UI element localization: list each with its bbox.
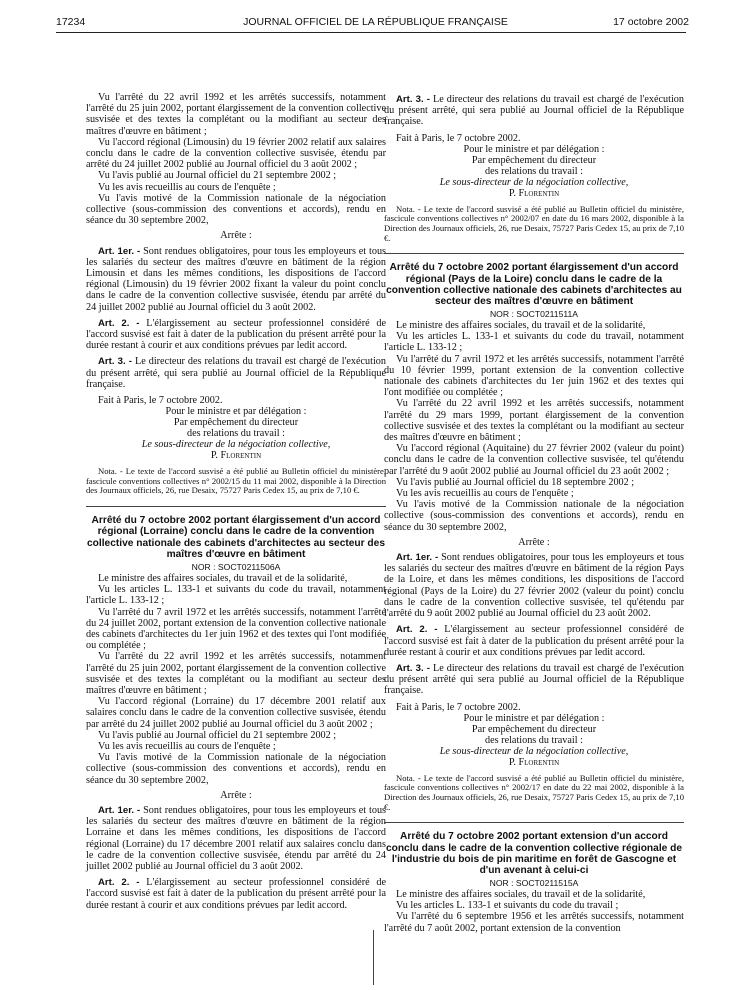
signatory-name: P. Florentin [210,450,262,462]
paragraph: Vu les avis recueillis au cours de l'enquête ; [396,488,574,500]
paragraph: Vu les avis recueillis au cours de l'enquête ; [98,740,276,752]
fait-line: Fait à Paris, le 7 octobre 2002. [396,701,521,713]
article [86,318,386,352]
signature-line: des relations du travail : [485,165,583,177]
paragraph: Le ministre des affaires sociales, du travail et de la solidarité, [98,572,348,584]
nota: Nota. - Le texte de l'accord susvisé a été publié au Bulletin officiel du ministère, fascicule conventions collectives n° 2002/07 en date du 16 mars 2002, disponible à la Direction des Journaux officiels, 26, rue Desaix, 75727 Paris Cedex 15, au prix de 7,10 €. [384,203,684,243]
article [384,552,684,619]
paragraph: Vu l'arrêté du 22 avril 1992 et les arrêtés successifs, notamment l'arrêté du 29 mars 1999, portant élargissement de la convention collective susvisée et des textes la complétant ou la modifiant au secteur des maîtres d'œuvre en bâtiment ; [384,398,684,444]
paragraph: Vu l'avis motivé de la Commission nationale de la négociation collective (sous-commission des conventions et accords), rendu en séance du 30 septembre 2002, [384,499,684,533]
right-column [384,94,684,934]
paragraph: Vu l'accord régional (Limousin) du 19 février 2002 relatif aux salaires conclu dans le cadre de la convention collective susvisée, étendu par arrêté du 24 juillet 2002 publié au Journal officiel du 3 août 2002 ; [86,136,386,171]
paragraph: Vu l'accord régional (Lorraine) du 17 décembre 2001 relatif aux salaires conclu dans le cadre de la convention collective susvisée, étendu par arrêté du 24 juillet 2002 publié au Journal officiel du 3 août 2002 ; [86,696,386,730]
signature-line: Pour le ministre et par délégation : [463,712,605,724]
paragraph: Vu l'arrêté du 6 septembre 1956 et les arrêtés successifs, notamment l'arrêté du 7 août 2002, portant extension de la convention [384,911,684,934]
nor-reference: NOR : SOCT0211511A [489,308,579,319]
article-text: Le directeur des relations du travail est chargé de l'exécution du présent arrêté, qui sera publié au Journal officiel de la République française. [384,94,684,128]
signature-line: Le sous-directeur de la négociation collective, [439,176,629,188]
paragraph: Vu les avis recueillis au cours de l'enquête ; [98,181,276,193]
decree-title: Arrêté du 7 octobre 2002 portant extension d'un accord conclu dans le cadre de la convention collective régionale de l'industrie du bois de pin maritime en forêt de Gascogne et d'un avenant à celui-ci [384,822,684,877]
article-label: Art. 3. - [98,356,132,368]
signature-line: Pour le ministre et par délégation : [463,143,605,155]
article-label: Art. 3. - [396,94,430,105]
article [86,246,386,313]
paragraph: Vu l'arrêté du 7 avril 1972 et les arrêtés successifs, notamment l'arrêté du 10 février 1999, portant extension de la convention collective nationale des cabinets d'architectes du 1er juin 1962 et des textes qui l'ont modifiée ou complétée ; [384,353,684,399]
paragraph: Le ministre des affaires sociales, du travail et de la solidarité, [396,320,646,332]
fait-line: Fait à Paris, le 7 octobre 2002. [98,395,223,407]
paragraph: Vu l'avis publié au Journal officiel du 18 septembre 2002 ; [396,476,635,488]
nota: Nota. - Le texte de l'accord susvisé a été publié au Bulletin officiel du ministère, fascicule conventions collectives n° 2002/17 en date du 22 mai 2002, disponible à la Direction des Journaux officiels, 26, rue Desaix, 75727 Paris Cedex 15, au prix de 7,10 €. [384,772,684,812]
signature-line: Pour le ministre et par délégation : [165,406,307,418]
article-label: Art. 1er. - [98,245,141,257]
signature-line: Par empêchement du directeur [471,723,597,735]
paragraph: Le ministre des affaires sociales, du travail et de la solidarité, [396,888,646,900]
paragraph: Vu l'arrêté du 7 avril 1972 et les arrêtés successifs, notamment l'arrêté du 24 juillet 2002, portant extension de la convention collective nationale des cabinets d'architectes du 1er juin 1962 et des textes qui l'ont modifiée ou complétée ; [86,606,386,652]
left-column [86,92,386,911]
signature-line: des relations du travail : [485,734,583,746]
paragraph: Vu l'avis motivé de la Commission nationale de la négociation collective (sous-commission des conventions et accords), rendu en séance du 30 septembre 2002, [86,192,386,227]
article [86,356,386,390]
arrete-heading: Arrête : [220,789,252,801]
page-number: 17234 [56,16,86,28]
nor-reference: NOR : SOCT0211515A [489,877,579,888]
paragraph: Vu l'avis motivé de la Commission nationale de la négociation collective (sous-commission des conventions et accords), rendu en séance du 30 septembre 2002, [86,752,386,786]
article-label: Art. 1er. - [98,804,141,816]
arrete-heading: Arrête : [518,536,550,548]
paragraph: Vu les articles L. 133-1 et suivants du code du travail, notamment l'article L. 133-12 ; [86,584,386,607]
signature-line: Par empêchement du directeur [173,417,299,429]
article [384,624,684,658]
article-label: Art. 2. - [396,624,438,636]
paragraph: Vu les articles L. 133-1 et suivants du code du travail ; [396,900,619,912]
arrete-heading: Arrête : [220,230,252,242]
signature-line: Par empêchement du directeur [471,154,597,166]
article-text: L'élargissement au secteur professionnel considéré de l'accord susvisé est fait à dater de la publication du présent arrêté pour la durée restant à courir et aux conditions prévues par ledit accord. [86,877,387,911]
signature-line: Le sous-directeur de la négociation collective, [439,745,629,757]
header-rule [56,32,686,33]
paragraph: Vu l'arrêté du 22 avril 1992 et les arrêtés successifs, notamment l'arrêté du 25 juin 2002, portant élargissement de la convention collective susvisée et des textes la complétant ou la modifiant au secteur des maîtres d'œuvre en bâtiment ; [86,651,386,696]
journal-title: JOURNAL OFFICIEL DE LA RÉPUBLIQUE FRANÇAISE [243,16,508,28]
issue-date: 17 octobre 2002 [613,16,689,28]
paragraph: Vu l'arrêté du 22 avril 1992 et les arrêtés successifs, notamment l'arrêté du 25 juin 2002, portant élargissement de la convention collective susvisée et des textes la complétant ou la modifiant au secteur des maîtres d'œuvre en bâtiment ; [86,92,386,137]
decree-title: Arrêté du 7 octobre 2002 portant élargissement d'un accord régional (Lorraine) conclu dans le cadre de la convention collective nationale des cabinets d'architectes au secteur des maîtres d'œuvre en bâtiment [86,506,386,561]
signature-line: Le sous-directeur de la négociation collective, [141,439,331,451]
article-text: Le directeur des relations du travail est chargé de l'exécution du présent arrêté, qui sera publié au Journal officiel de la République française. [86,356,386,390]
nota: Nota. - Le texte de l'accord susvisé a été publié au Bulletin officiel du ministère, fascicule conventions collectives n° 2002/15 du 11 mai 2002, disponible à la Direction des Journaux officiels, 26, rue Desaix, 75727 Paris Cedex 15, au prix de 7,10 €. [86,466,386,496]
paragraph: Vu l'accord régional (Aquitaine) du 27 février 2002 (valeur du point) conclu dans le cadre de la convention collective susvisée, tel qu'étendu par l'arrêté du 9 août 2002 publié au Journal officiel du 23 août 2002 ; [384,443,684,477]
article-text: Sont rendues obligatoires, pour tous les employeurs et tous les salariés du secteur des maîtres d'œuvre en bâtiment de la région Lorraine et dans les mêmes conditions, les dispositions de l'accord régional (Lorraine) du 17 décembre 2001 relatif aux salaires conclu dans le cadre de la convention collective susvisée, étendu par arrêté du 24 juillet 2002 publié au Journal officiel du 3 août 2002. [86,804,386,872]
paragraph: Vu les articles L. 133-1 et suivants du code du travail, notamment l'article L. 133-12 ; [384,331,684,354]
article [86,805,386,872]
article [86,877,386,911]
article [384,663,684,697]
article-label: Art. 2. - [98,317,140,329]
article-label: Art. 2. - [98,877,140,889]
article-text: L'élargissement au secteur professionnel considéré de l'accord susvisé est fait à dater de la publication du présent arrêté pour la durée restant à courir et aux conditions prévues par ledit accord. [86,317,387,352]
article [384,94,684,128]
article-text: Sont rendues obligatoires, pour tous les employeurs et tous les salariés du secteur des maîtres d'œuvre en bâtiment de la région Limousin et dans les mêmes conditions, les dispositions de l'accord régional (Limousin) du 19 février 2002 fixant la valeur du point conclu dans le cadre de la convention collective susvisée, étendu par arrêté du 24 juillet 2002 publié au Journal officiel du 3 août 2002. [86,245,386,313]
article-label: Art. 3. - [396,662,430,674]
article-text: Sont rendues obligatoires, pour tous les employeurs et tous les salariés du secteur des maîtres d'œuvre en bâtiment de la région Pays de la Loire, et dans les mêmes conditions, les dispositions de l'accord régional (Pays de la Loire) du 27 février 2002 (valeur du point) conclu dans le cadre de la convention collective susvisée, tel qu'étendu par l'arrêté du 9 août 2002 publié au Journal officiel du 23 août 2002. [384,552,684,620]
paragraph: Vu l'avis publié au Journal officiel du 21 septembre 2002 ; [98,170,337,182]
article-text: Le directeur des relations du travail est chargé de l'exécution du présent arrêté qui sera publié au Journal officiel de la République française. [384,662,684,697]
fait-line: Fait à Paris, le 7 octobre 2002. [396,132,521,144]
article-label: Art. 1er. - [396,552,439,564]
paragraph: Vu l'avis publié au Journal officiel du 21 septembre 2002 ; [98,729,337,741]
decree-title: Arrêté du 7 octobre 2002 portant élargissement d'un accord régional (Pays de la Loire) conclu dans le cadre de la convention collective nationale des cabinets d'architectes au secteur des maîtres d'œuvre en bâtiment [384,253,684,308]
article-text: L'élargissement au secteur professionnel considéré de l'accord susvisé est fait à dater de la publication du présent arrêté pour la durée restant à courir et aux conditions prévues par ledit accord. [384,624,685,658]
nor-reference: NOR : SOCT0211506A [191,561,281,572]
signatory-name: P. Florentin [508,756,560,768]
margin-line [373,930,374,985]
signatory-name: P. Florentin [508,187,560,199]
signature-line: des relations du travail : [187,428,285,440]
